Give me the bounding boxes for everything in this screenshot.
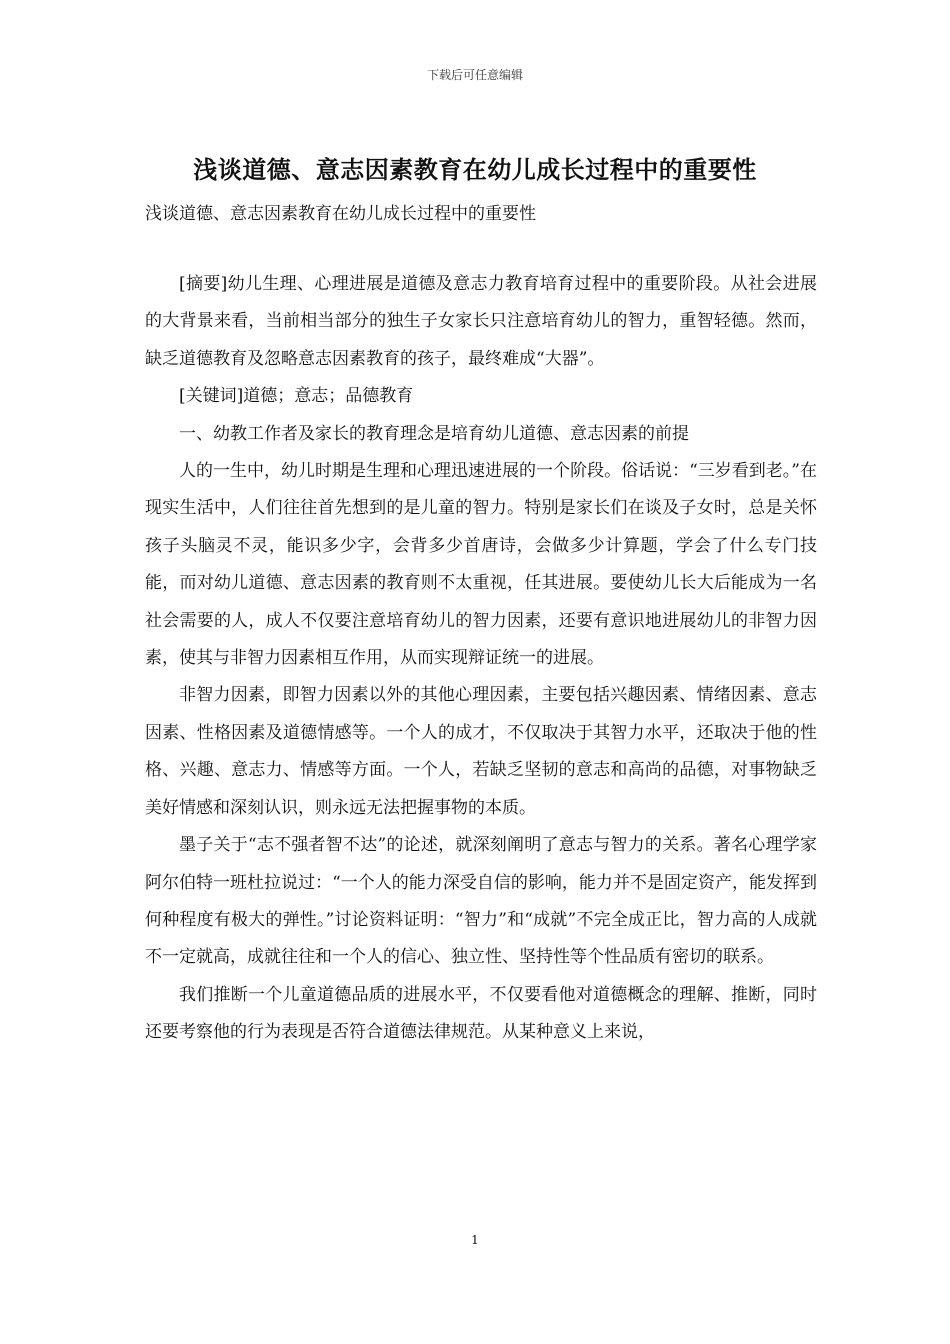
body-paragraph: 非智力因素，即智力因素以外的其他心理因素，主要包括兴趣因素、情绪因素、意志因素、性格因素及道德情感等。一个人的成才，不仅取决于其智力水平，还取决于他的性格、兴趣、意志力、情感等方面。一个人，若缺乏坚韧的意志和高尚的品德，对事物缺乏美好情感和深刻认识，则永远无法把握事物的本质。 (145, 685, 817, 818)
document-title: 浅谈道德、意志因素教育在幼儿成长过程中的重要性 (193, 155, 757, 184)
abstract-paragraph: [摘要]幼儿生理、心理进展是道德及意志力教育培育过程中的重要阶段。从社会进展的大背景来看，当前相当部分的独生子女家长只注意培育幼儿的智力，重智轻德。然而，缺乏道德教育及忽略意志因素教育的孩子，最终难成“大器”。 (145, 274, 817, 369)
body-paragraph: 墨子关于“志不强者智不达”的论述，就深刻阐明了意志与智力的关系。著名心理学家阿尔伯特一班杜拉说过：“一个人的能力深受自信的影响，能力并不是固定资产，能发挥到何种程度有极大的弹性。”讨论资料证明：“智力”和“成就”不完全成正比，智力高的人成就不一定就高，成就往往和一个人的信心、独立性、坚持性等个性品质有密切的联系。 (145, 835, 817, 968)
page-header: 下载后可任意编辑 (426, 68, 523, 82)
keywords-paragraph: [关键词]道德；意志；品德教育 (179, 386, 414, 407)
document-subtitle: 浅谈道德、意志因素教育在幼儿成长过程中的重要性 (145, 204, 536, 224)
page-number: 1 (471, 1233, 479, 1247)
document-body (145, 266, 817, 1052)
body-paragraph: 我们推断一个儿童道德品质的进展水平，不仅要看他对道德概念的理解、推断，同时还要考察他的行为表现是否符合道德法律规范。从某种意义上来说， (145, 984, 817, 1043)
body-paragraph: 人的一生中，幼儿时期是生理和心理迅速进展的一个阶段。俗话说：“三岁看到老。”在现实生活中，人们往往首先想到的是儿童的智力。特别是家长们在谈及子女时，总是关怀孩子头脑灵不灵，能识多少字，会背多少首唐诗，会做多少计算题，学会了什么专门技能，而对幼儿道德、意志因素的教育则不太重视，任其进展。要使幼儿长大后能成为一名社会需要的人，成人不仅要注意培育幼儿的智力因素，还要有意识地进展幼儿的非智力因素，使其与非智力因素相互作用，从而实现辩证统一的进展。 (145, 461, 817, 669)
section-heading: 一、幼教工作者及家长的教育理念是培育幼儿道德、意志因素的前提 (179, 423, 689, 444)
